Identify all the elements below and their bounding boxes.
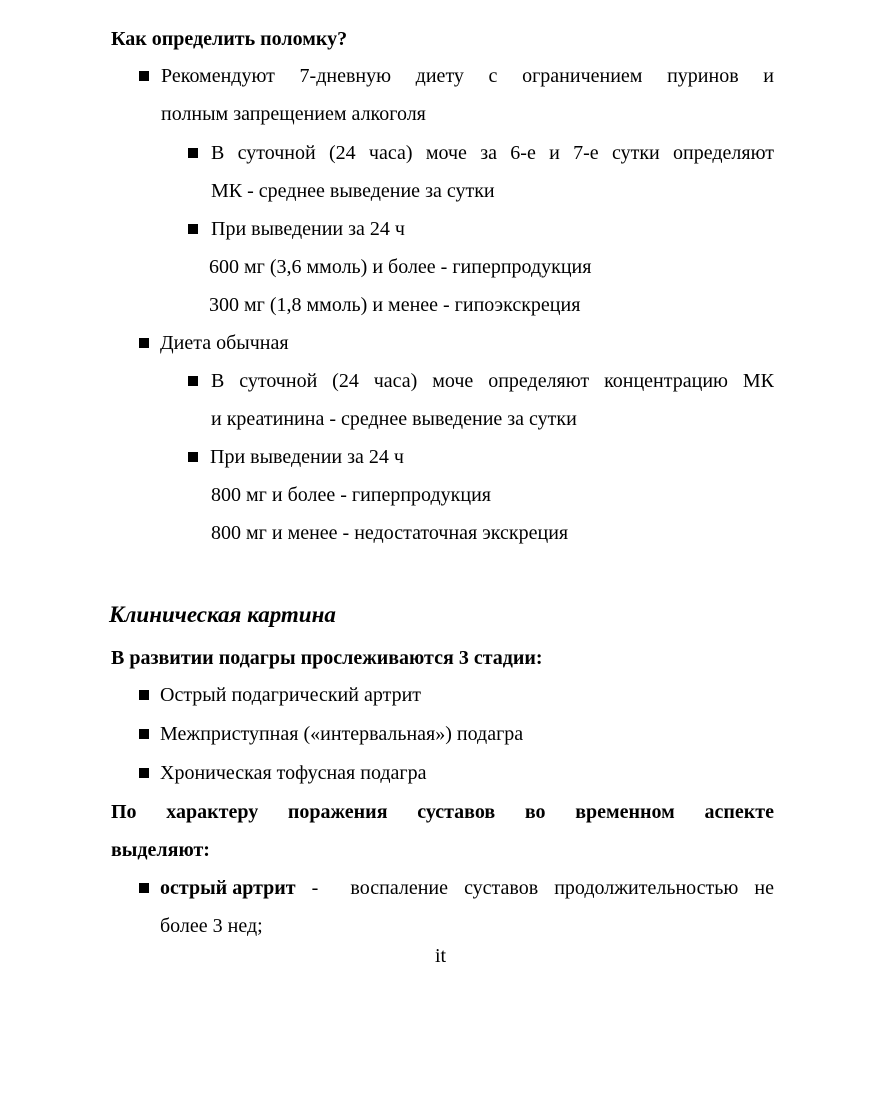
list-item-text: В суточной (24 часа) моче за 6-е и 7-е сутки определяют (211, 142, 774, 164)
section-heading: Клиническая картина (109, 602, 336, 627)
list-item-text: В суточной (24 часа) моче определяют концентрацию МК (211, 370, 774, 392)
list-item-text: Острый подагрический артрит (160, 684, 422, 706)
bullet-marker (188, 148, 198, 158)
bullet-marker (139, 71, 149, 81)
list-item-text: Межприступная («интервальная») подагра (160, 723, 524, 745)
list-item-text: более 3 нед; (160, 915, 263, 937)
value-line: 600 мг (3,6 ммоль) и более - гиперпродукция (209, 256, 592, 278)
subheading: В развитии подагры прослеживаются 3 стадии: (111, 647, 543, 669)
page-marker: it (435, 945, 447, 967)
bullet-marker (139, 729, 149, 739)
bullet-marker (188, 376, 198, 386)
bullet-marker (188, 224, 198, 234)
list-item-text: Хроническая тофусная подагра (160, 762, 427, 784)
subheading: По характеру поражения суставов во временном аспекте (111, 801, 774, 823)
list-item-text: При выведении за 24 ч (210, 446, 404, 468)
list-item-text: МК - среднее выведение за сутки (211, 180, 495, 202)
list-item-text (160, 876, 774, 900)
bullet-marker (139, 338, 149, 348)
list-item-text: Рекомендуют 7-дневную диету с ограничением пуринов и (161, 65, 774, 87)
section-heading: Как определить поломку? (111, 28, 348, 50)
term-bold: острый артрит (160, 877, 296, 899)
value-line: 800 мг и более - гиперпродукция (211, 484, 491, 506)
value-line: 800 мг и менее - недостаточная экскреция (211, 522, 569, 544)
list-item-text: полным запрещением алкоголя (161, 103, 426, 125)
bullet-marker (139, 768, 149, 778)
list-item-text: и креатинина - среднее выведение за сутки (211, 408, 577, 430)
term-description: - воспаление суставов продолжительностью не (295, 877, 774, 899)
subheading: выделяют: (111, 839, 210, 861)
bullet-marker (188, 452, 198, 462)
bullet-marker (139, 883, 149, 893)
list-item-text: Диета обычная (160, 332, 289, 354)
value-line: 300 мг (1,8 ммоль) и менее - гипоэкскреция (209, 294, 581, 316)
list-item-text: При выведении за 24 ч (211, 218, 405, 240)
bullet-marker (139, 690, 149, 700)
